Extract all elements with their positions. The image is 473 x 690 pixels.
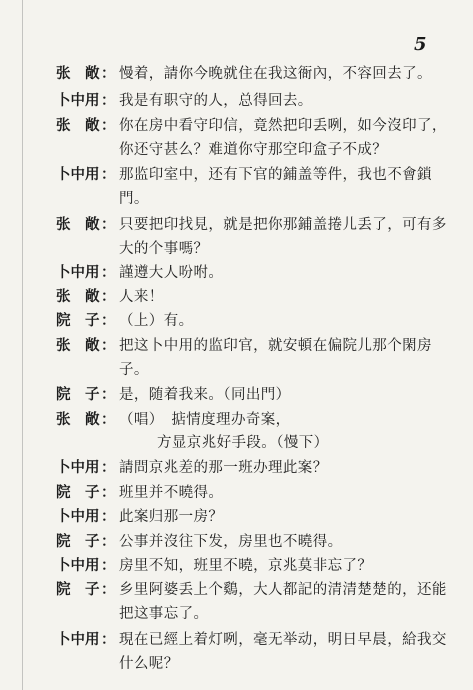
dialogue-text: 乡里阿婆丢上个鷄，大人都記的清清楚楚的，还能 (119, 582, 447, 598)
speaker-name: 院 子 (56, 386, 100, 403)
script-line (0, 285, 473, 309)
speaker-name: 院 子 (56, 581, 100, 598)
dialogue-text: （唱） 掂情度理办奇案， (119, 412, 291, 428)
speaker-colon: ： (101, 386, 116, 403)
script-line (0, 334, 473, 358)
speaker-name: 卜中用 (56, 92, 100, 109)
script-line (0, 261, 473, 285)
dialogue-text: 房里不知，班里不曉，京兆莫非忘了？ (119, 558, 373, 574)
dialogue-text: （上）有。 (119, 313, 194, 329)
speaker-colon: ： (101, 312, 116, 329)
speaker-name: 张 敞 (56, 337, 100, 354)
speaker-name: 张 敞 (56, 216, 100, 233)
dialogue-text: 把这卜中用的监印官，就安頓在偏院儿那个閑房 (119, 338, 432, 354)
script-line (0, 456, 473, 480)
script-line (0, 138, 473, 162)
speaker-colon: ： (101, 117, 116, 134)
speaker-name: 院 子 (56, 484, 100, 501)
speaker-name: 卜中用 (56, 264, 100, 281)
script-line (0, 481, 473, 505)
speaker-colon: ： (101, 631, 116, 648)
speaker-colon: ： (101, 65, 116, 82)
speaker-colon: ： (101, 92, 116, 109)
dialogue-continuation: 門。 (119, 191, 149, 207)
script-line (0, 237, 473, 261)
dialogue-text: 人来！ (119, 289, 164, 305)
dialogue-continuation: 你还守甚么？难道你守那空印盒子不成？ (119, 142, 388, 158)
speaker-colon: ： (101, 166, 116, 183)
speaker-name: 张 敞 (56, 117, 100, 134)
script-line (0, 383, 473, 407)
speaker-colon: ： (101, 288, 116, 305)
dialogue-text: 慢着，請你今晚就住在我这衙內，不容回去了。 (119, 66, 432, 82)
script-line (0, 408, 473, 432)
script-line (0, 163, 473, 187)
speaker-colon: ： (101, 411, 116, 428)
dialogue-continuation: 大的个事嗎？ (119, 241, 209, 257)
script-line (0, 602, 473, 626)
script-line (0, 89, 473, 113)
speaker-name: 张 敞 (56, 411, 100, 428)
dialogue-text: 公事并沒往下发，房里也不曉得。 (119, 534, 343, 550)
speaker-name: 院 子 (56, 312, 100, 329)
script-line (0, 628, 473, 652)
speaker-colon: ： (101, 484, 116, 501)
speaker-colon: ： (101, 533, 116, 550)
dialogue-text: 現在已經上着灯咧，毫无举动，明日早晨，給我交 (119, 632, 447, 648)
speaker-colon: ： (101, 557, 116, 574)
dialogue-text: 那监印室中，还有下官的鋪盖等件，我也不會鎖 (119, 167, 432, 183)
speaker-name: 卜中用 (56, 508, 100, 525)
speaker-name: 卜中用 (56, 557, 100, 574)
script-line (0, 652, 473, 676)
page-number: 5 (414, 34, 427, 55)
script-line (0, 114, 473, 138)
script-line (0, 578, 473, 602)
dialogue-text: 請問京兆差的那一班办理此案？ (119, 460, 328, 476)
script-line (0, 530, 473, 554)
speaker-colon: ： (101, 337, 116, 354)
dialogue-text: 是，随着我来。（同出門） (119, 387, 291, 403)
script-line (0, 62, 473, 86)
script-line (0, 554, 473, 578)
dialogue-text: 此案归那一房？ (119, 509, 224, 525)
script-line (0, 309, 473, 333)
script-line (0, 358, 473, 382)
dialogue-text: 謹遵大人吩咐。 (119, 265, 224, 281)
script-line (0, 431, 473, 455)
speaker-colon: ： (101, 264, 116, 281)
speaker-name: 卜中用 (56, 631, 100, 648)
speaker-colon: ： (101, 581, 116, 598)
speaker-colon: ： (101, 459, 116, 476)
speaker-colon: ： (101, 216, 116, 233)
speaker-name: 卜中用 (56, 459, 100, 476)
speaker-name: 院 子 (56, 533, 100, 550)
dialogue-continuation: 子。 (119, 362, 149, 378)
script-line (0, 187, 473, 211)
dialogue-text: 你在房中看守印信，竟然把印丢咧，如今沒印了， (119, 118, 447, 134)
dialogue-continuation: 把这事忘了。 (119, 606, 209, 622)
dialogue-text: 只要把印找見，就是把你那鋪盖捲儿丢了，可有多 (119, 217, 447, 233)
dialogue-text: 班里并不曉得。 (119, 485, 224, 501)
speaker-colon: ： (101, 508, 116, 525)
speaker-name: 张 敞 (56, 288, 100, 305)
script-line (0, 505, 473, 529)
dialogue-text: 我是有职守的人，总得回去。 (119, 93, 313, 109)
speaker-name: 张 敞 (56, 65, 100, 82)
verse-continuation: 方显京兆好手段。（慢下） (157, 435, 329, 451)
dialogue-continuation: 什么呢？ (119, 656, 179, 672)
script-line (0, 213, 473, 237)
speaker-name: 卜中用 (56, 166, 100, 183)
